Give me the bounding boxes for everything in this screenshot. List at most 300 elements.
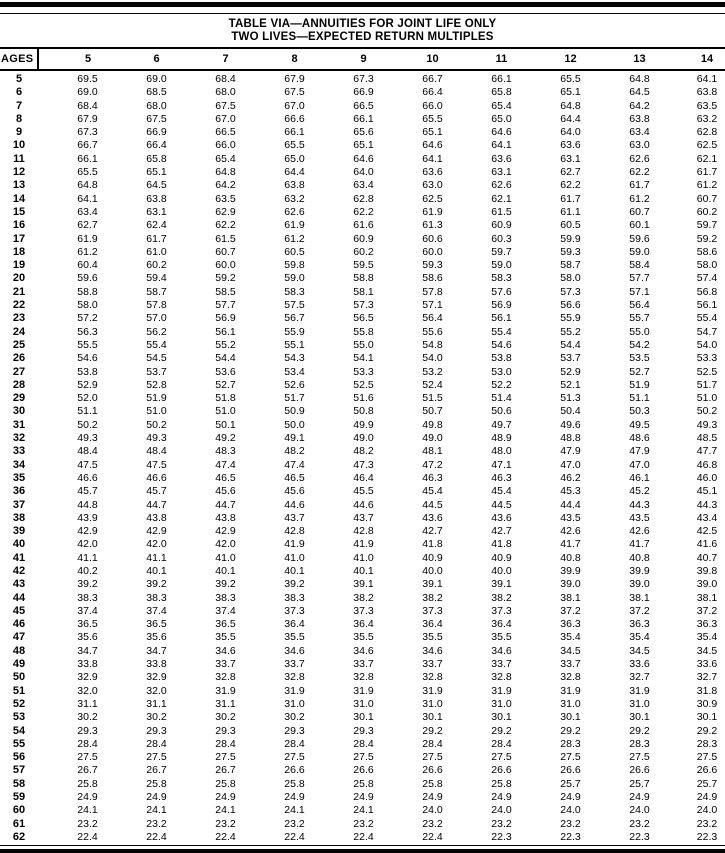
value-cell: 24.9 [629,791,650,804]
value-cell: 43.9 [77,511,98,524]
value-cell: 63.4 [353,179,374,192]
value-cell: 46.6 [77,471,98,484]
table-row [0,339,725,352]
value-cell: 63.0 [629,139,650,152]
value-cell: 27.5 [629,751,650,764]
value-cell: 24.9 [146,791,167,804]
value-cell: 38.3 [215,591,236,604]
value-cell: 30.1 [629,711,650,724]
value-cell: 34.5 [629,644,650,657]
value-cell: 24.9 [696,791,718,804]
value-cell: 40.1 [284,564,305,577]
value-cell: 25.7 [560,777,581,790]
value-cell: 57.0 [146,312,167,325]
table-row [0,618,725,631]
value-cell: 56.3 [77,325,98,338]
value-cell: 38.3 [77,591,98,604]
value-cell: 37.4 [215,604,236,617]
value-cell: 56.1 [491,312,512,325]
value-cell: 38.3 [146,591,167,604]
value-cell: 30.1 [491,711,512,724]
value-cell: 34.6 [422,644,443,657]
value-cell: 62.4 [146,219,167,232]
value-cell: 34.7 [146,644,167,657]
value-cell: 51.1 [629,392,650,405]
value-cell: 33.7 [284,658,305,671]
value-cell: 64.8 [560,99,581,112]
value-cell: 66.0 [422,99,443,112]
value-cell: 63.2 [696,112,718,125]
value-cell: 32.7 [629,671,650,684]
age-cell: 16 [12,219,26,232]
value-cell: 35.5 [284,631,305,644]
value-cell: 40.0 [491,564,512,577]
value-cell: 58.0 [696,259,718,272]
value-cell: 60.9 [491,219,512,232]
value-cell: 36.5 [77,618,98,631]
value-cell: 51.1 [77,405,98,418]
value-cell: 45.5 [353,485,374,498]
value-cell: 32.9 [146,671,167,684]
value-cell: 35.4 [560,631,581,644]
value-cell: 65.5 [77,166,98,179]
value-cell: 44.6 [353,498,374,511]
value-cell: 51.8 [215,392,236,405]
value-cell: 31.0 [353,697,374,710]
value-cell: 67.3 [353,73,374,85]
value-cell: 62.5 [696,139,718,152]
value-cell: 46.3 [491,471,512,484]
value-cell: 57.8 [146,299,167,312]
value-cell: 63.6 [560,139,581,152]
value-cell: 36.5 [146,618,167,631]
table-row [0,512,725,525]
value-cell: 25.8 [284,777,305,790]
value-cell: 59.5 [353,259,374,272]
value-cell: 31.9 [284,684,305,697]
value-cell: 60.2 [146,259,167,272]
value-cell: 28.3 [560,737,581,750]
value-cell: 30.2 [215,711,236,724]
value-cell: 44.6 [284,498,305,511]
table-row [0,831,725,844]
value-cell: 68.0 [146,99,167,112]
age-cell: 31 [12,418,26,431]
value-cell: 37.4 [146,604,167,617]
value-cell: 52.6 [284,378,305,391]
value-cell: 30.1 [422,711,443,724]
value-cell: 51.9 [146,392,167,405]
age-cell: 60 [12,804,26,817]
value-cell: 42.9 [77,525,98,538]
value-cell: 60.5 [284,245,305,258]
value-cell: 40.7 [696,551,718,564]
value-cell: 26.6 [422,764,443,777]
value-cell: 60.7 [629,205,650,218]
age-cell: 21 [12,285,26,298]
value-cell: 39.2 [146,578,167,591]
value-cell: 66.4 [422,86,443,99]
value-cell: 54.0 [422,352,443,365]
table-row [0,326,725,339]
table-row [0,711,725,724]
value-cell: 34.6 [491,644,512,657]
value-cell: 39.8 [696,564,718,577]
value-cell: 65.1 [422,126,443,139]
table-row [0,538,725,551]
value-cell: 56.4 [422,312,443,325]
value-cell: 49.5 [629,418,650,431]
value-cell: 22.3 [560,830,581,843]
value-cell: 46.0 [696,471,718,484]
value-cell: 45.3 [560,485,581,498]
value-cell: 52.9 [560,365,581,378]
value-cell: 42.5 [696,525,718,538]
value-cell: 55.5 [77,338,98,351]
value-cell: 38.1 [629,591,650,604]
age-cell: 8 [15,112,23,125]
value-cell: 22.3 [491,830,512,843]
value-cell: 22.4 [146,830,167,843]
value-cell: 57.5 [284,299,305,312]
top-border-thick [0,2,725,7]
table-row [0,113,725,126]
value-cell: 33.7 [422,658,443,671]
value-cell: 51.3 [560,392,581,405]
age-cell: 51 [12,684,26,697]
table-row [0,419,725,432]
value-cell: 55.2 [215,338,236,351]
table-row [0,193,725,206]
value-cell: 61.2 [629,192,650,205]
value-cell: 52.8 [146,378,167,391]
value-cell: 41.1 [77,551,98,564]
value-cell: 26.6 [696,764,718,777]
value-cell: 52.5 [353,378,374,391]
value-cell: 61.2 [77,245,98,258]
value-cell: 49.7 [491,418,512,431]
age-cell: 56 [12,751,26,764]
bottom-border-thick [0,849,725,853]
value-cell: 26.6 [491,764,512,777]
value-cell: 67.0 [215,112,236,125]
value-cell: 42.7 [491,525,512,538]
value-cell: 30.9 [696,697,718,710]
table-row [0,592,725,605]
value-cell: 50.0 [284,418,305,431]
value-cell: 30.1 [353,711,374,724]
value-cell: 47.0 [560,458,581,471]
value-cell: 52.1 [560,378,581,391]
value-cell: 59.3 [422,259,443,272]
value-cell: 61.2 [696,179,718,192]
value-cell: 57.3 [560,285,581,298]
value-cell: 46.5 [284,471,305,484]
value-cell: 46.4 [353,471,374,484]
value-cell: 45.6 [284,485,305,498]
table-row [0,392,725,405]
age-cell: 5 [15,73,23,85]
value-cell: 61.9 [284,219,305,232]
value-cell: 24.1 [146,804,167,817]
value-cell: 54.7 [696,325,718,338]
value-cell: 32.0 [77,684,98,697]
value-cell: 33.8 [146,658,167,671]
value-cell: 61.0 [146,245,167,258]
value-cell: 48.0 [491,445,512,458]
value-cell: 22.3 [696,830,718,843]
value-cell: 56.9 [491,299,512,312]
value-cell: 42.8 [284,525,305,538]
value-cell: 66.1 [353,112,374,125]
col-header-13: 13 [590,48,659,70]
value-cell: 58.7 [560,259,581,272]
age-cell: 14 [12,192,26,205]
value-cell: 38.2 [422,591,443,604]
age-cell: 39 [12,525,26,538]
value-cell: 46.6 [146,471,167,484]
value-cell: 48.6 [629,432,650,445]
value-cell: 57.1 [629,285,650,298]
value-cell: 39.1 [422,578,443,591]
value-cell: 63.4 [77,205,98,218]
value-cell: 47.4 [215,458,236,471]
value-cell: 58.0 [77,299,98,312]
value-cell: 35.6 [146,631,167,644]
value-cell: 59.3 [560,245,581,258]
value-cell: 55.0 [353,338,374,351]
value-cell: 63.8 [629,112,650,125]
age-cell: 47 [12,631,26,644]
value-cell: 68.0 [215,86,236,99]
value-cell: 23.2 [284,817,305,830]
table-row [0,246,725,259]
value-cell: 40.1 [215,564,236,577]
value-cell: 63.5 [215,192,236,205]
value-cell: 33.7 [353,658,374,671]
value-cell: 58.3 [491,272,512,285]
table-row [0,804,725,817]
value-cell: 49.0 [422,432,443,445]
value-cell: 48.2 [284,445,305,458]
value-cell: 42.9 [215,525,236,538]
table-row [0,445,725,458]
value-cell: 51.7 [284,392,305,405]
value-cell: 64.0 [560,126,581,139]
age-cell: 7 [15,99,23,112]
value-cell: 23.2 [215,817,236,830]
value-cell: 51.5 [422,392,443,405]
value-cell: 47.7 [696,445,718,458]
value-cell: 59.2 [696,232,718,245]
value-cell: 60.2 [696,205,718,218]
age-cell: 15 [12,205,26,218]
value-cell: 31.1 [215,697,236,710]
value-cell: 56.2 [146,325,167,338]
value-cell: 63.1 [560,152,581,165]
value-cell: 60.4 [77,259,98,272]
value-cell: 44.7 [215,498,236,511]
value-cell: 49.3 [696,418,718,431]
value-cell: 24.0 [629,804,650,817]
value-cell: 23.2 [422,817,443,830]
value-cell: 46.1 [629,471,650,484]
value-cell: 65.0 [491,112,512,125]
value-cell: 27.5 [215,751,236,764]
value-cell: 59.0 [284,272,305,285]
table-row [0,233,725,246]
value-cell: 53.4 [284,365,305,378]
value-cell: 60.9 [353,232,374,245]
value-cell: 64.1 [491,139,512,152]
value-cell: 62.7 [560,166,581,179]
value-cell: 52.2 [491,378,512,391]
value-cell: 57.3 [353,299,374,312]
value-cell: 65.8 [491,86,512,99]
age-cell: 54 [12,724,26,737]
value-cell: 43.6 [422,511,443,524]
value-cell: 51.9 [629,378,650,391]
value-cell: 34.6 [284,644,305,657]
value-cell: 26.7 [215,764,236,777]
value-cell: 65.5 [422,112,443,125]
age-cell: 23 [12,312,26,325]
value-cell: 45.2 [629,485,650,498]
value-cell: 22.4 [77,830,98,843]
value-cell: 42.6 [629,525,650,538]
value-cell: 62.6 [629,152,650,165]
value-cell: 64.5 [629,86,650,99]
value-cell: 63.4 [629,126,650,139]
value-cell: 33.7 [215,658,236,671]
value-cell: 40.0 [422,564,443,577]
value-cell: 33.7 [560,658,581,671]
value-cell: 54.4 [560,338,581,351]
value-cell: 57.1 [422,299,443,312]
value-cell: 50.1 [215,418,236,431]
value-cell: 69.5 [77,73,98,85]
age-cell: 19 [12,259,26,272]
value-cell: 22.4 [284,830,305,843]
value-cell: 69.0 [146,73,167,85]
value-cell: 58.6 [696,245,718,258]
value-cell: 24.9 [284,791,305,804]
value-cell: 60.5 [560,219,581,232]
value-cell: 48.9 [491,432,512,445]
value-cell: 65.8 [146,152,167,165]
table-row [0,100,725,113]
table-row [0,791,725,804]
value-cell: 57.8 [422,285,443,298]
value-cell: 58.0 [560,272,581,285]
value-cell: 67.3 [77,126,98,139]
table-row [0,459,725,472]
value-cell: 64.6 [422,139,443,152]
value-cell: 31.9 [629,684,650,697]
value-cell: 39.1 [491,578,512,591]
value-cell: 48.2 [353,445,374,458]
value-cell: 28.4 [491,737,512,750]
value-cell: 47.4 [284,458,305,471]
table-row [0,499,725,512]
value-cell: 49.3 [146,432,167,445]
value-cell: 55.4 [146,338,167,351]
value-cell: 55.4 [696,312,718,325]
value-cell: 38.1 [560,591,581,604]
value-cell: 48.8 [560,432,581,445]
value-cell: 65.6 [353,126,374,139]
value-cell: 37.3 [491,604,512,617]
table-row [0,565,725,578]
value-cell: 62.1 [491,192,512,205]
value-cell: 44.4 [560,498,581,511]
value-cell: 67.5 [146,112,167,125]
value-cell: 61.5 [215,232,236,245]
value-cell: 64.5 [146,179,167,192]
table-row [0,405,725,418]
value-cell: 63.8 [696,86,718,99]
value-cell: 42.6 [560,525,581,538]
value-cell: 25.8 [353,777,374,790]
value-cell: 37.3 [422,604,443,617]
value-cell: 30.1 [696,711,718,724]
table-row [0,631,725,644]
table-row [0,578,725,591]
value-cell: 62.2 [353,205,374,218]
value-cell: 59.7 [491,245,512,258]
value-cell: 39.9 [629,564,650,577]
age-cell: 11 [13,152,25,165]
age-cell: 26 [12,352,26,365]
value-cell: 39.9 [560,564,581,577]
value-cell: 40.8 [629,551,650,564]
value-cell: 24.1 [215,804,236,817]
value-cell: 59.8 [284,259,305,272]
value-cell: 30.2 [284,711,305,724]
value-cell: 62.2 [215,219,236,232]
value-cell: 52.9 [77,378,98,391]
table-row [0,206,725,219]
age-cell: 43 [12,578,26,591]
age-cell: 18 [12,245,26,258]
value-cell: 56.9 [215,312,236,325]
value-cell: 44.5 [422,498,443,511]
value-cell: 54.2 [629,338,650,351]
value-cell: 38.2 [491,591,512,604]
value-cell: 40.1 [353,564,374,577]
value-cell: 33.8 [77,658,98,671]
value-cell: 36.4 [353,618,374,631]
value-cell: 33.6 [696,658,718,671]
value-cell: 59.6 [77,272,98,285]
value-cell: 49.3 [77,432,98,445]
table-row [0,179,725,192]
value-cell: 24.9 [215,791,236,804]
value-cell: 45.4 [422,485,443,498]
value-cell: 37.2 [696,604,718,617]
value-cell: 66.1 [284,126,305,139]
value-cell: 38.1 [696,591,718,604]
value-cell: 28.4 [422,737,443,750]
value-cell: 63.8 [284,179,305,192]
value-cell: 66.9 [353,86,374,99]
value-cell: 69.0 [77,86,98,99]
value-cell: 31.9 [215,684,236,697]
value-cell: 67.9 [77,112,98,125]
value-cell: 65.0 [284,152,305,165]
value-cell: 41.0 [215,551,236,564]
value-cell: 25.8 [146,777,167,790]
